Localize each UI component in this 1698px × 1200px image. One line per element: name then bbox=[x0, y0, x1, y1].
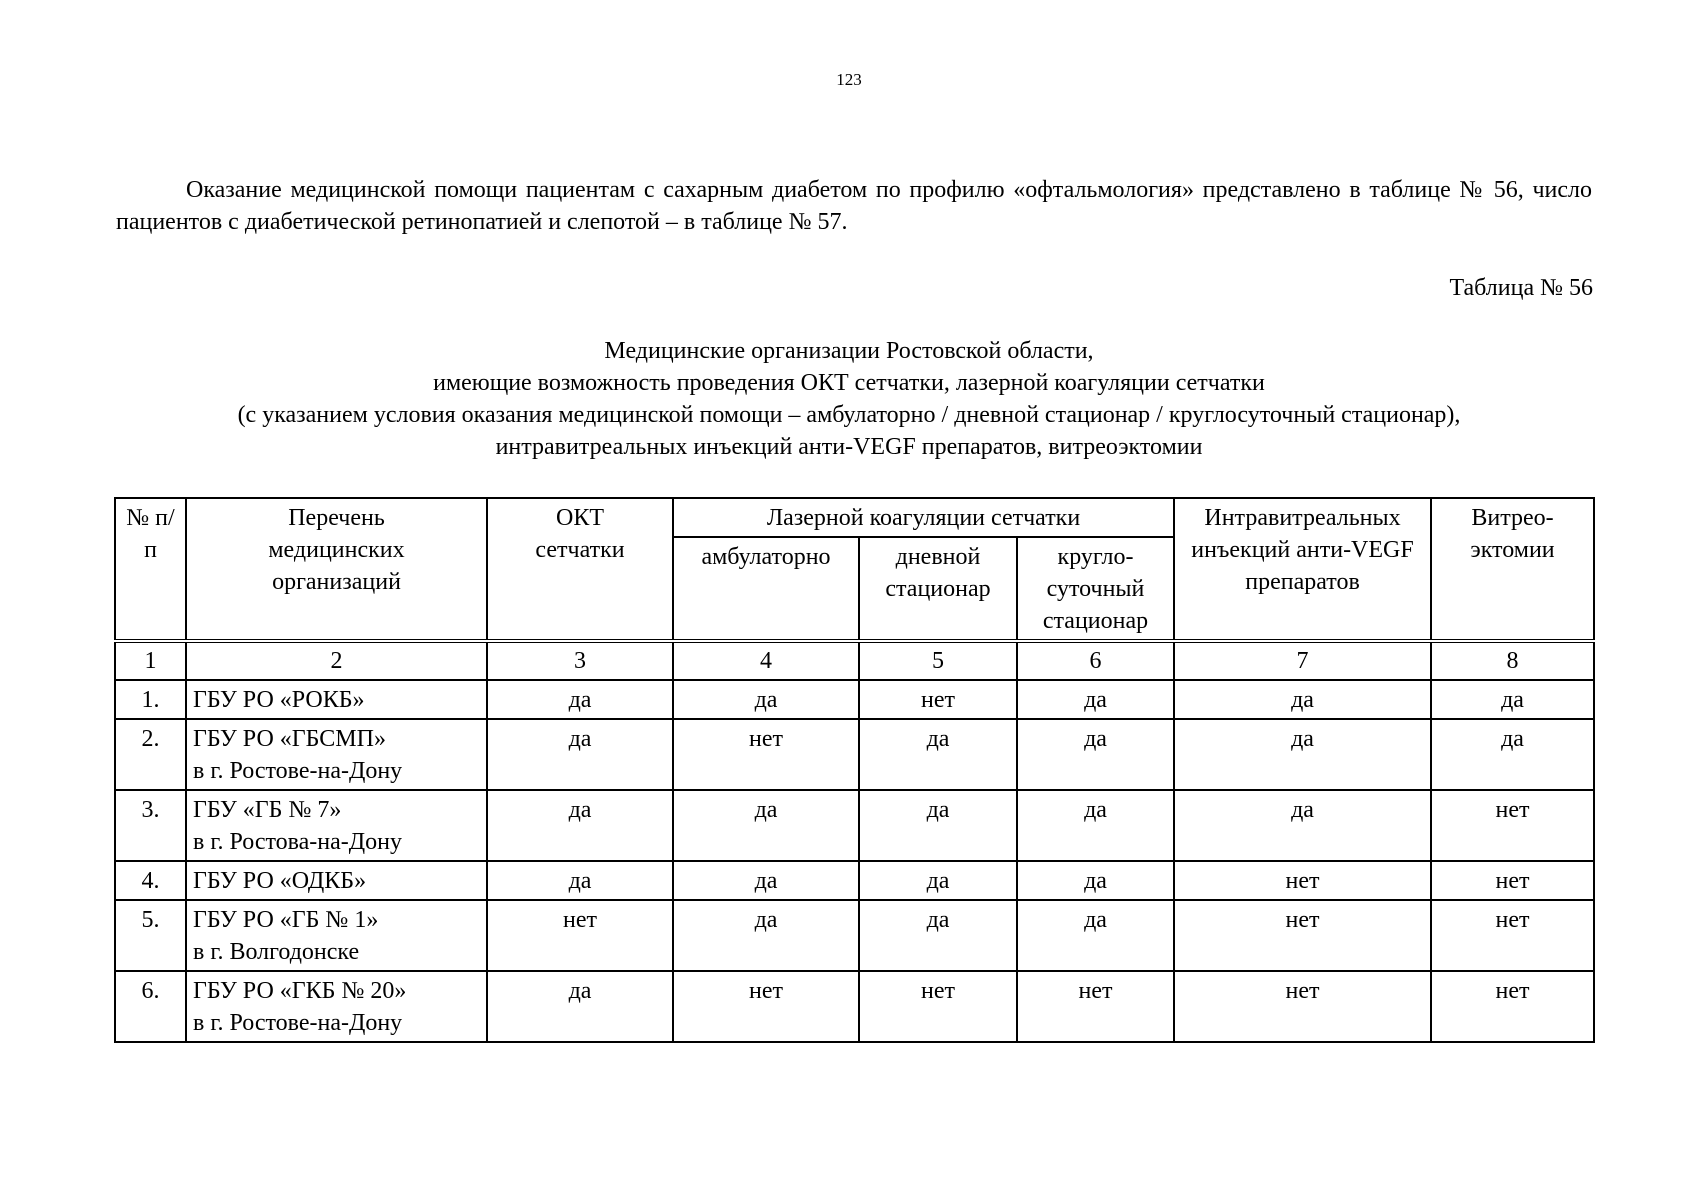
column-number: 2 bbox=[186, 641, 487, 680]
org-name-line: ГБУ «ГБ № 7» bbox=[193, 797, 342, 823]
table-title bbox=[0, 335, 1698, 463]
table-row bbox=[115, 790, 1594, 861]
table-row bbox=[115, 680, 1594, 719]
organization-name bbox=[186, 719, 487, 790]
laser-ambulatory-value: да bbox=[673, 680, 859, 719]
org-name-line: ГБУ РО «ГБ № 1» bbox=[193, 907, 379, 933]
org-name-line: ГБУ РО «ГКБ № 20» bbox=[193, 978, 407, 1004]
okt-value: да bbox=[487, 680, 673, 719]
table-label: Таблица № 56 bbox=[1449, 275, 1593, 301]
row-number: 5. bbox=[115, 900, 186, 971]
vitrectomy-value: нет bbox=[1431, 900, 1594, 971]
row-number: 2. bbox=[115, 719, 186, 790]
laser-ambulatory-value: нет bbox=[673, 719, 859, 790]
laser-day-value: нет bbox=[859, 680, 1017, 719]
okt-value: да bbox=[487, 971, 673, 1042]
title-line: интравитреальных инъекций анти-VEGF препаратов, витреоэктомии bbox=[495, 434, 1203, 460]
header-laser-round-clock: кругло-суточный стационар bbox=[1017, 537, 1174, 641]
column-number: 5 bbox=[859, 641, 1017, 680]
organization-name bbox=[186, 861, 487, 900]
row-number: 1. bbox=[115, 680, 186, 719]
header-laser-day-hospital: дневной стационар bbox=[859, 537, 1017, 641]
laser-round-value: да bbox=[1017, 719, 1174, 790]
header-okt: ОКТ сетчатки bbox=[487, 498, 673, 641]
column-number: 8 bbox=[1431, 641, 1594, 680]
laser-ambulatory-value: нет bbox=[673, 971, 859, 1042]
laser-ambulatory-value: да bbox=[673, 790, 859, 861]
laser-day-value: нет bbox=[859, 971, 1017, 1042]
laser-day-value: да bbox=[859, 719, 1017, 790]
injections-value: нет bbox=[1174, 861, 1431, 900]
header-injections: Интравитреальных инъекций анти-VEGF препаратов bbox=[1174, 498, 1431, 641]
okt-value: да bbox=[487, 719, 673, 790]
laser-day-value: да bbox=[859, 790, 1017, 861]
title-line: имеющие возможность проведения ОКТ сетчатки, лазерной коагуляции сетчатки bbox=[433, 370, 1265, 396]
laser-round-value: да bbox=[1017, 790, 1174, 861]
laser-day-value: да bbox=[859, 861, 1017, 900]
header-vitrectomy: Витрео-эктомии bbox=[1431, 498, 1594, 641]
okt-value: да bbox=[487, 790, 673, 861]
header-orgs: Перечень медицинских организаций bbox=[186, 498, 487, 641]
injections-value: нет bbox=[1174, 900, 1431, 971]
organization-name bbox=[186, 971, 487, 1042]
table-row bbox=[115, 719, 1594, 790]
laser-day-value: да bbox=[859, 900, 1017, 971]
row-number: 3. bbox=[115, 790, 186, 861]
org-name-line: ГБУ РО «РОКБ» bbox=[193, 687, 365, 713]
laser-ambulatory-value: да bbox=[673, 861, 859, 900]
header-num: № п/п bbox=[115, 498, 186, 641]
okt-value: да bbox=[487, 861, 673, 900]
organization-name bbox=[186, 790, 487, 861]
vitrectomy-value: да bbox=[1431, 680, 1594, 719]
page-number: 123 bbox=[836, 70, 862, 89]
laser-round-value: да bbox=[1017, 680, 1174, 719]
laser-round-value: нет bbox=[1017, 971, 1174, 1042]
org-location-line: в г. Ростове-на-Дону bbox=[193, 1010, 403, 1036]
table-row bbox=[115, 900, 1594, 971]
injections-value: нет bbox=[1174, 971, 1431, 1042]
table-row bbox=[115, 971, 1594, 1042]
organization-name bbox=[186, 680, 487, 719]
header-laser-group: Лазерной коагуляции сетчатки bbox=[673, 498, 1174, 537]
column-number: 4 bbox=[673, 641, 859, 680]
title-line: (с указанием условия оказания медицинской помощи – амбулаторно / дневной стационар / круглосуточный стационар), bbox=[237, 402, 1461, 428]
vitrectomy-value: нет bbox=[1431, 790, 1594, 861]
laser-round-value: да bbox=[1017, 861, 1174, 900]
row-number: 4. bbox=[115, 861, 186, 900]
vitrectomy-value: нет bbox=[1431, 861, 1594, 900]
vitrectomy-value: да bbox=[1431, 719, 1594, 790]
org-location-line: в г. Волгодонске bbox=[193, 939, 360, 965]
injections-value: да bbox=[1174, 680, 1431, 719]
intro-paragraph: Оказание медицинской помощи пациентам с сахарным диабетом по профилю «офтальмология» представлено в таблице № 56, число пациентов с диабетической ретинопатией и слепотой – в таблице № 57. bbox=[116, 177, 1592, 235]
org-name-line: ГБУ РО «ОДКБ» bbox=[193, 868, 367, 894]
row-number: 6. bbox=[115, 971, 186, 1042]
injections-value: да bbox=[1174, 719, 1431, 790]
title-line: Медицинские организации Ростовской области, bbox=[604, 338, 1094, 364]
org-name-line: ГБУ РО «ГБСМП» bbox=[193, 726, 386, 752]
header-laser-ambulatory: амбулаторно bbox=[673, 537, 859, 641]
okt-value: нет bbox=[487, 900, 673, 971]
column-number: 6 bbox=[1017, 641, 1174, 680]
column-number: 3 bbox=[487, 641, 673, 680]
column-number: 1 bbox=[115, 641, 186, 680]
org-location-line: в г. Ростове-на-Дону bbox=[193, 758, 403, 784]
organizations-table bbox=[114, 497, 1595, 1043]
organization-name bbox=[186, 900, 487, 971]
laser-ambulatory-value: да bbox=[673, 900, 859, 971]
table-row bbox=[115, 861, 1594, 900]
laser-round-value: да bbox=[1017, 900, 1174, 971]
vitrectomy-value: нет bbox=[1431, 971, 1594, 1042]
intro-text bbox=[116, 174, 1592, 238]
injections-value: да bbox=[1174, 790, 1431, 861]
org-location-line: в г. Ростова-на-Дону bbox=[193, 829, 403, 855]
column-number: 7 bbox=[1174, 641, 1431, 680]
